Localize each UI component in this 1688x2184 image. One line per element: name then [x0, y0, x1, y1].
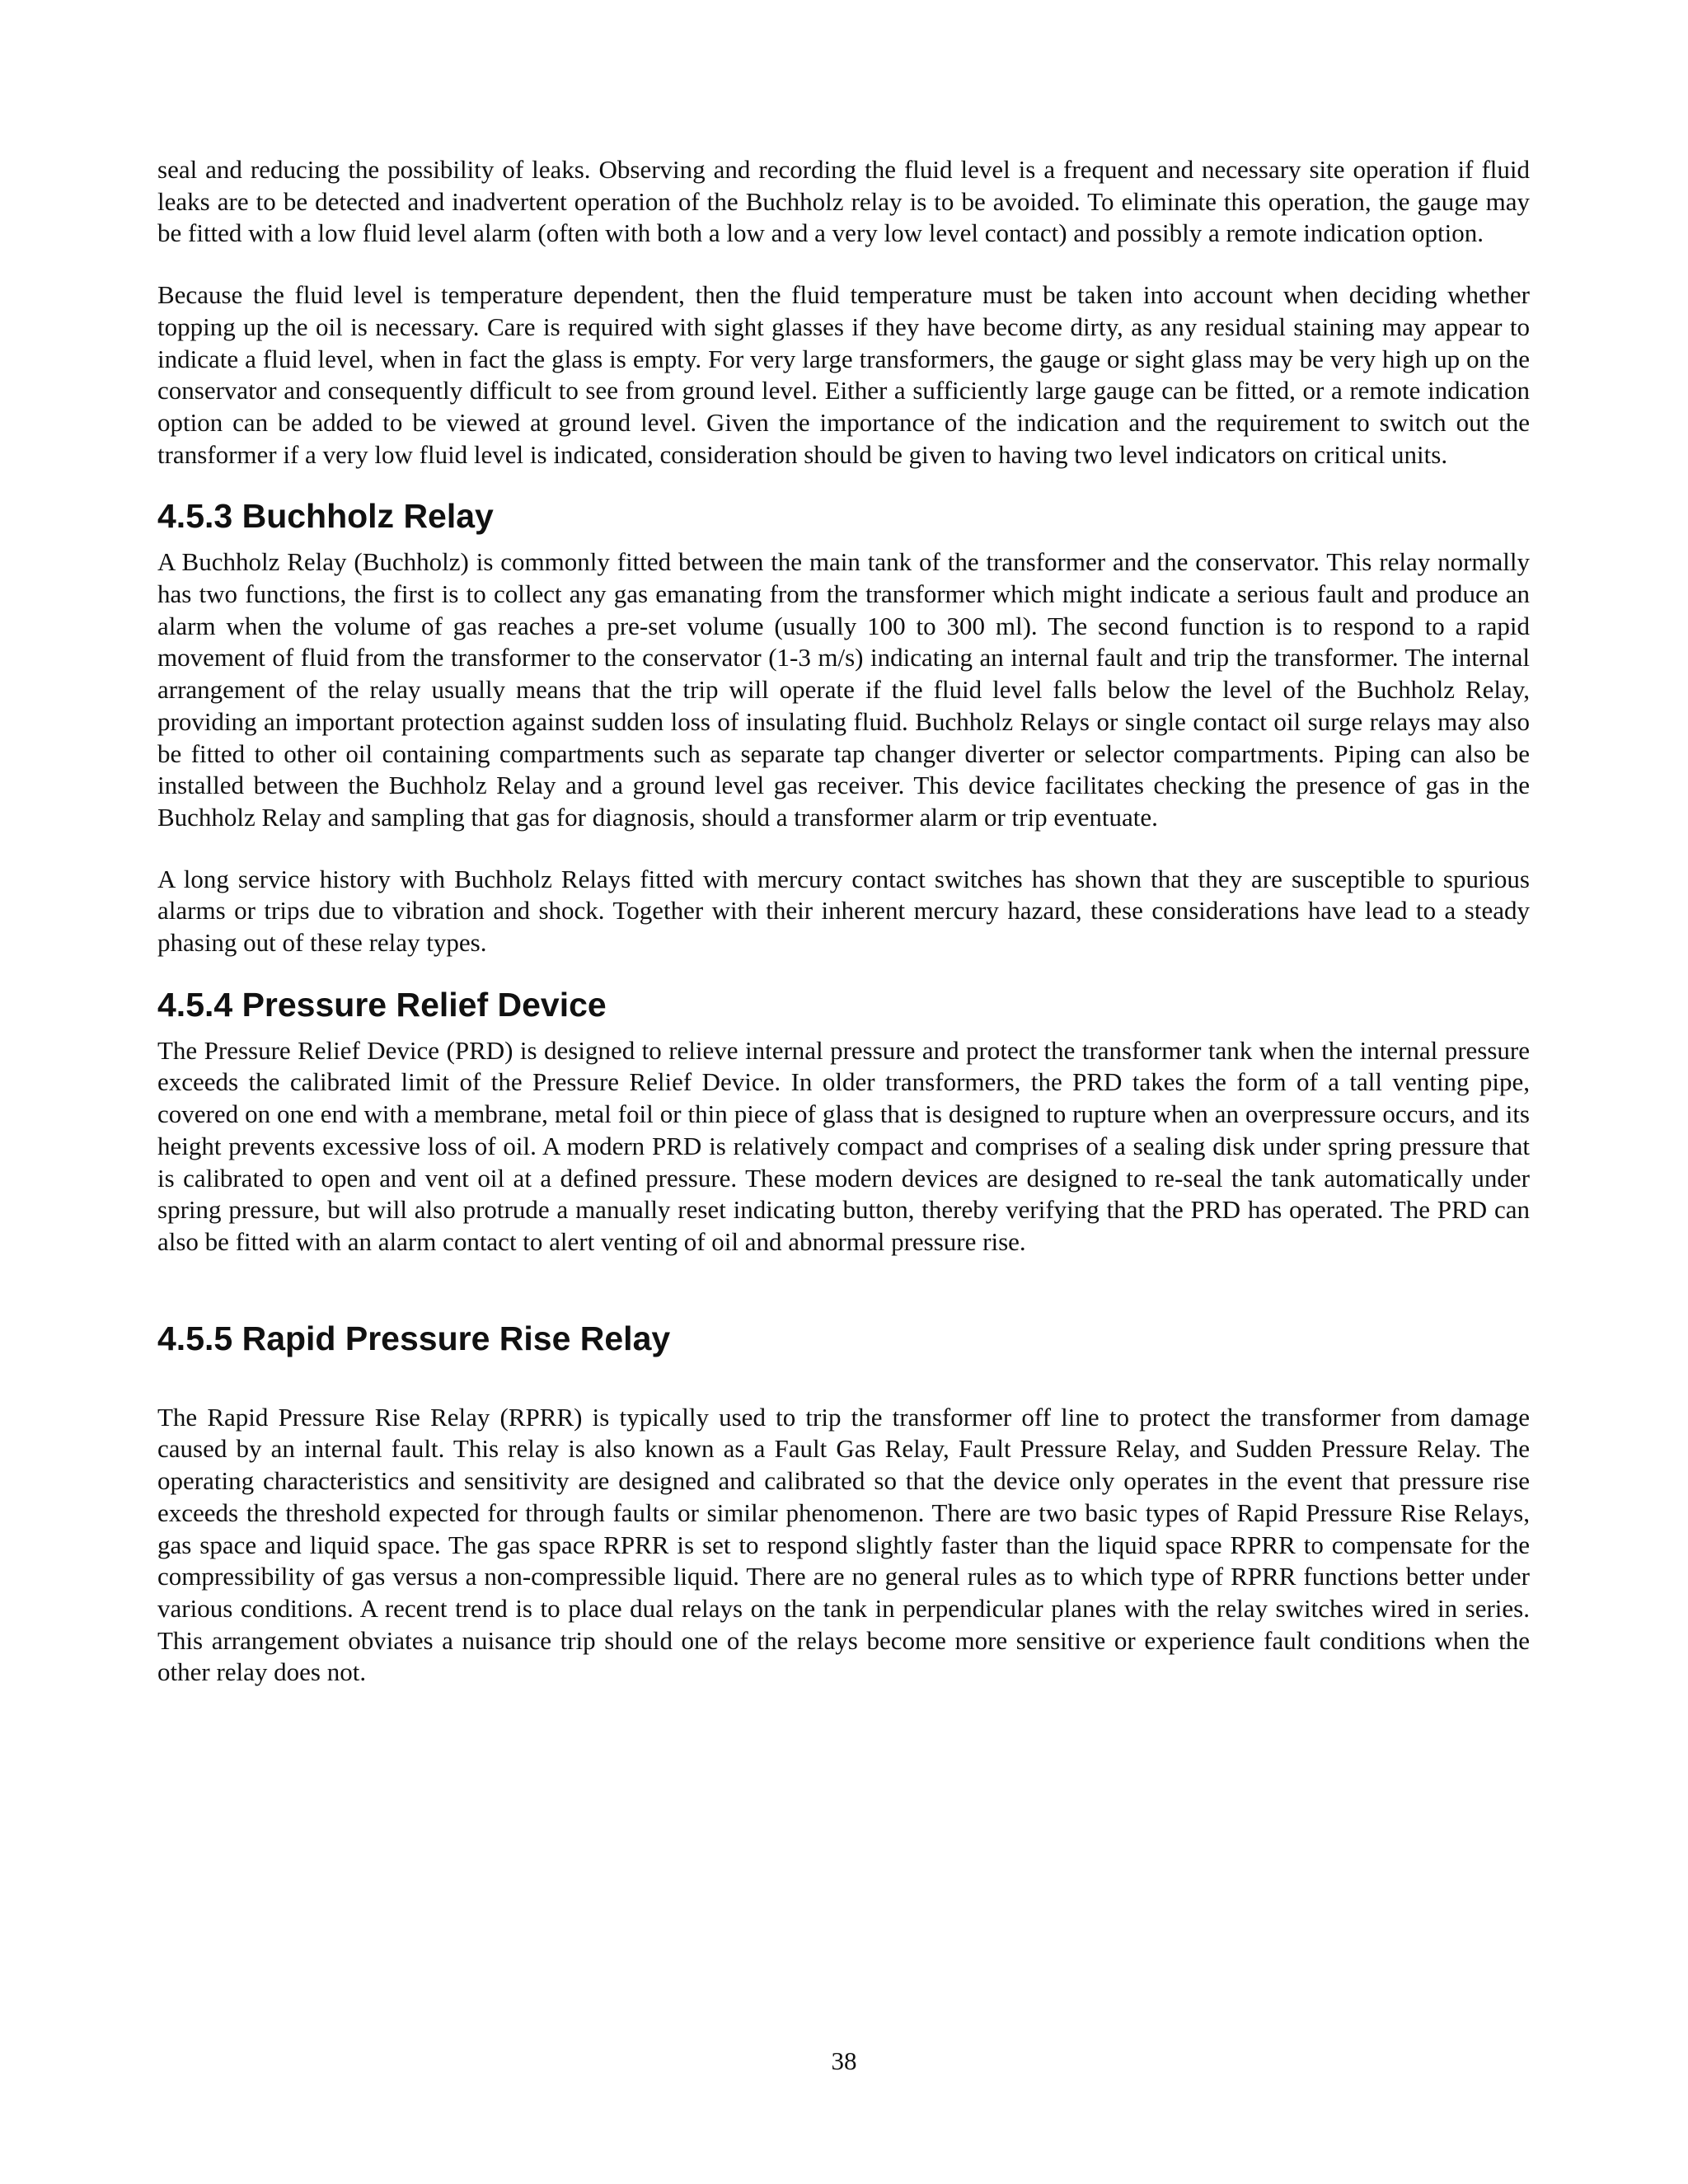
prd-paragraph-1: The Pressure Relief Device (PRD) is designed to relieve internal pressure and protect the transformer tank when the internal pressure exceeds the calibrated limit of the Pressure Relief Device. In older transformers, the PRD takes the form of a tall venting pipe, covered on one end with a membrane, metal foil or thin piece of glass that is designed to rupture when an overpressure occurs, and its height prevents excessive loss of oil. A modern PRD is relatively compact and comprises of a sealing disk under spring pressure that is calibrated to open and vent oil at a defined pressure. These modern devices are designed to re-seal the tank automatically under spring pressure, but will also protrude a manually reset indicating button, thereby verifying that the PRD has operated. The PRD can also be fitted with an alarm contact to alert venting of oil and abnormal pressure rise.: [157, 1035, 1530, 1256]
section-heading-rapid-pressure-rise-relay: 4.5.5 Rapid Pressure Rise Relay: [157, 1319, 671, 1357]
intro-paragraph-1: seal and reducing the possibility of leaks. Observing and recording the fluid level is a frequent and necessary site operation if fluid leaks are to be detected and inadvertent operation of the Buchholz relay is to be avoided. To eliminate this operation, the gauge may be fitted with a low fluid level alarm (often with both a low and a very low level contact) and possibly a remote indication option.: [157, 155, 1530, 248]
page-content: [157, 154, 1530, 1689]
buchholz-paragraph-1: A Buchholz Relay (Buchholz) is commonly fitted between the main tank of the transformer and the conservator. This relay normally has two functions, the first is to collect any gas emanating from the transformer which might indicate a serious fault and produce an alarm when the volume of gas reaches a pre-set volume (usually 100 to 300 ml). The second function is to respond to a rapid movement of fluid from the transformer to the conservator (1-3 m/s) indicating an internal fault and trip the transformer. The internal arrangement of the relay usually means that the trip will operate if the fluid level falls below the level of the Buchholz Relay, providing an important protection against sudden loss of insulating fluid. Buchholz Relays or single contact oil surge relays may also be fitted to other oil containing compartments such as separate tap changer diverter or selector compartments. Piping can also be installed between the Buchholz Relay and a ground level gas receiver. This device facilitates checking the presence of gas in the Buchholz Relay and sampling that gas for diagnosis, should a transformer alarm or trip eventuate.: [157, 547, 1530, 832]
section-heading-buchholz-relay: 4.5.3 Buchholz Relay: [157, 497, 494, 536]
page-number: 38: [831, 2046, 857, 2075]
buchholz-paragraph-2: A long service history with Buchholz Relays fitted with mercury contact switches has shown that they are susceptible to spurious alarms or trips due to vibration and shock. Together with their inherent mercury hazard, these considerations have lead to a steady phasing out of these relay types.: [157, 864, 1530, 958]
intro-paragraph-2: Because the fluid level is temperature dependent, then the fluid temperature must be taken into account when deciding whether topping up the oil is necessary. Care is required with sight glasses if they have become dirty, as any residual staining may appear to indicate a fluid level, when in fact the glass is empty. For very large transformers, the gauge or sight glass may be very high up on the conservator and consequently difficult to see from ground level. Either a sufficiently large gauge can be fitted, or a remote indication option can be added to be viewed at ground level. Given the importance of the indication and the requirement to switch out the transformer if a very low fluid level is indicated, consideration should be given to having two level indicators on critical units.: [157, 280, 1530, 469]
section-heading-pressure-relief-device: 4.5.4 Pressure Relief Device: [157, 985, 607, 1024]
rprr-paragraph-1: The Rapid Pressure Rise Relay (RPRR) is typically used to trip the transformer off line to protect the transformer from damage caused by an internal fault. This relay is also known as a Fault Gas Relay, Fault Pressure Relay, and Sudden Pressure Relay. The operating characteristics and sensitivity are designed and calibrated so that the device only operates in the event that pressure rise exceeds the threshold expected for through faults or similar phenomenon. There are two basic types of Rapid Pressure Rise Relays, gas space and liquid space. The gas space RPRR is set to respond slightly faster than the liquid space RPRR to compensate for the compressibility of gas versus a non-compressible liquid. There are no general rules as to which type of RPRR functions better under various conditions. A recent trend is to place dual relays on the tank in perpendicular planes with the relay switches wired in series. This arrangement obviates a nuisance trip should one of the relays become more sensitive or experience fault conditions when the other relay does not.: [157, 1402, 1530, 1687]
